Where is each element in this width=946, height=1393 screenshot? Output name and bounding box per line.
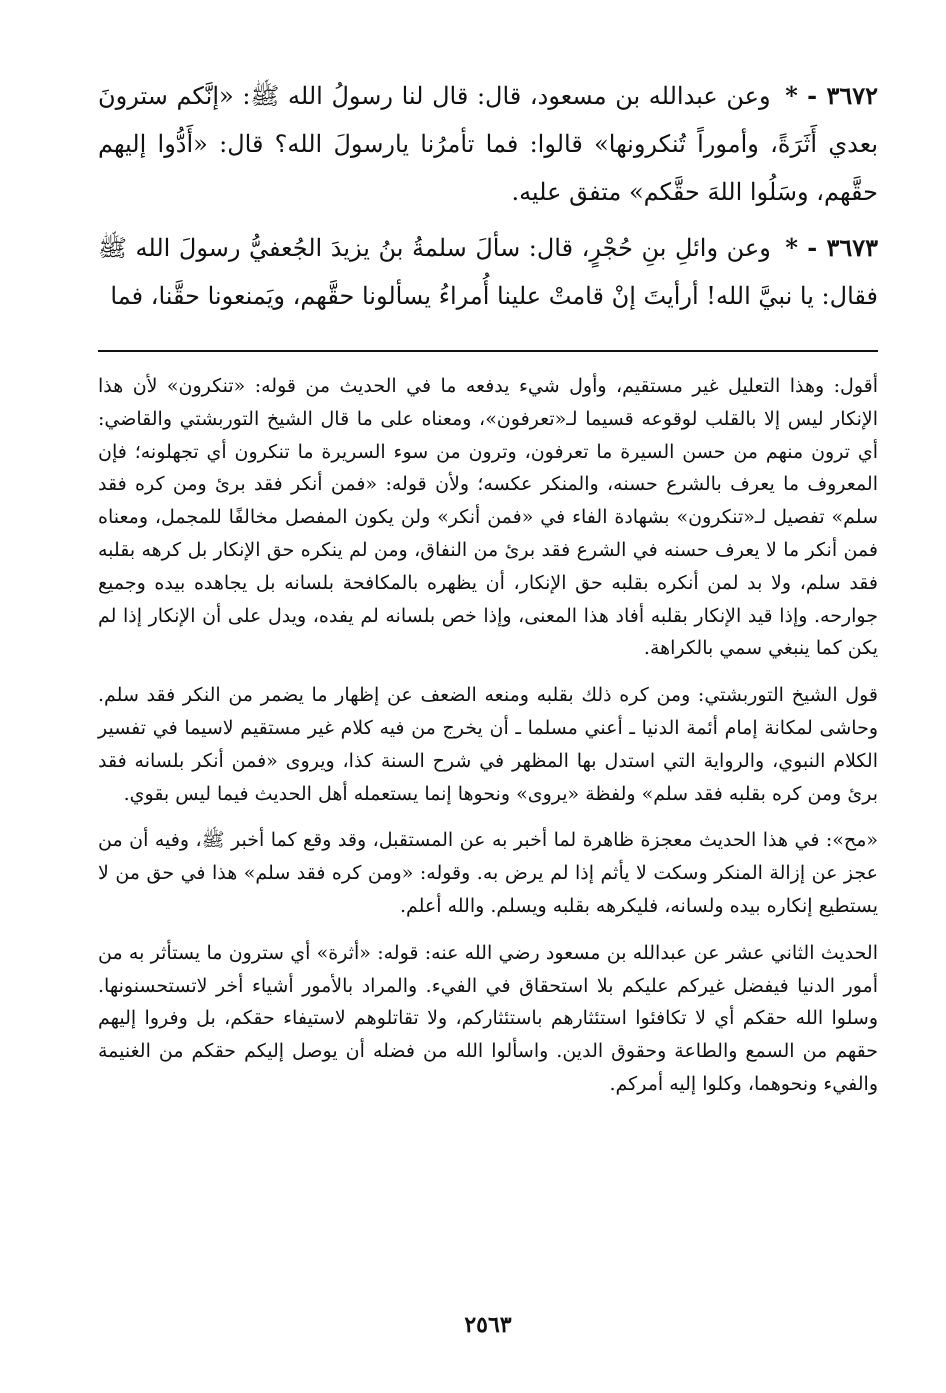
hadith-text: وعن عبدالله بن مسعود، قال: قال لنا رسولُ الله ﷺ: «إنَّكم سترونَ بعدي أَثَرَةً، وأموراً تُنكرونها» قالوا: فما تأمرُنا يارسولَ الله؟ قال: «أَدُّوا إليهم حقَّهم، وسَلُوا اللهَ حقَّكم» متفق عليه.	[98, 82, 878, 206]
commentary-paragraph: قول الشيخ التوربشتي: ومن كره ذلك بقلبه ومنعه الضعف عن إظهار ما يضمر من النكر فقد سلم. وحاشى لمكانة إمام أئمة الدنيا ـ أعني مسلما ـ أن يخرج من فيه كلام غير مستقيم لاسيما في تفسير الكلام النبوي، والرواية التي استدل بها المظهر في شرح السنة كذا، ويروى «فمن أنكر بلسانه فقد برئ ومن كره بقلبه فقد سلم» ولفظة «يروى» ونحوها إنما يستعمله أهل الحديث فيما ليس بقوي.	[98, 684, 878, 805]
hadith-number: ٣٦٧٣ - *	[785, 233, 878, 262]
hadith-3672	[98, 72, 878, 216]
commentary-paragraph: «مح»: في هذا الحديث معجزة ظاهرة لما أخبر به عن المستقبل، وقد وقع كما أخبر ﷺ، وفيه أن من عجز عن إزالة المنكر وسكت لا يأثم إذا لم يرض به. وقوله: «ومن كره فقد سلم» هذا في حق من لا يستطيع إنكاره بيده ولسانه، فليكرهه بقلبه ويسلم. والله أعلم.	[98, 829, 878, 917]
commentary-paragraph: أقول: وهذا التعليل غير مستقيم، وأول شيء يدفعه ما في الحديث من قوله: «تنكرون» لأن هذا الإنكار ليس إلا بالقلب لوقوعه قسيما لـ«تعرفون»، ومعناه على ما قال الشيخ التوربشتي والقاضي: أي ترون منهم من حسن السيرة ما تعرفون، وترون من سوء السريرة ما تنكرون أي تجهلونه؛ فإن المعروف ما يعرف بالشرع حسنه، والمنكر عكسه؛ ولأن قوله: «فمن أنكر فقد برئ ومن كره فقد سلم» تفصيل لـ«تنكرون» بشهادة الفاء في «فمن أنكر» ولن يكون المفصل مخالفًا للمجمل، ومعناه فمن أنكر ما لا يعرف حسنه في الشرع فقد برئ من النفاق، ومن لم ينكره حق الإنكار بل كرهه بقلبه فقد سلم، ولا بد لمن أنكره بقلبه حق الإنكار، أن يظهره بالمكافحة بلسانه بل يجاهده بيده وجميع جوارحه. وإذا قيد الإنكار بقلبه أفاد هذا المعنى، وإذا خص بلسانه لم يفده، ويدل على أن الإنكار إذا لم يكن كما ينبغي سمي بالكراهة.	[98, 375, 878, 660]
commentary-section	[98, 370, 878, 1115]
document-page	[98, 72, 878, 1353]
hadith-number: ٣٦٧٢ - *	[785, 81, 878, 110]
page-number: ٢٥٦٣	[464, 1312, 512, 1338]
hadith-3673	[98, 224, 878, 320]
section-divider	[98, 350, 878, 352]
commentary-paragraph: الحديث الثاني عشر عن عبدالله بن مسعود رضي الله عنه: قوله: «أثرة» أي سترون ما يستأثر به من أمور الدنيا فيفضل غيركم عليكم بلا استحقاق في الفيء. والمراد بالأمور أشياء أخر لاتستحسنونها. وسلوا الله حقكم أي لا تكافئوا استئثارهم باستئثاركم، ولا تقاتلوهم لاستيفاء حقكم، بل وفروا إليهم حقهم من السمع والطاعة وحقوق الدين. واسألوا الله من فضله أن يوصل إليكم حقكم من الغنيمة والفيء ونحوهما، وكلوا إليه أمركم.	[98, 941, 878, 1095]
hadith-section	[98, 72, 878, 320]
hadith-text: وعن وائلِ بنِ حُجْرٍ، قال: سألَ سلمةُ بنُ يزيدَ الجُعفيُّ رسولَ الله ﷺ فقال: يا نبيَّ الله! أرأيتَ إنْ قامتْ علينا أُمراءُ يسألونا حقَّهم، ويَمنعونا حقَّنا، فما	[98, 234, 878, 310]
